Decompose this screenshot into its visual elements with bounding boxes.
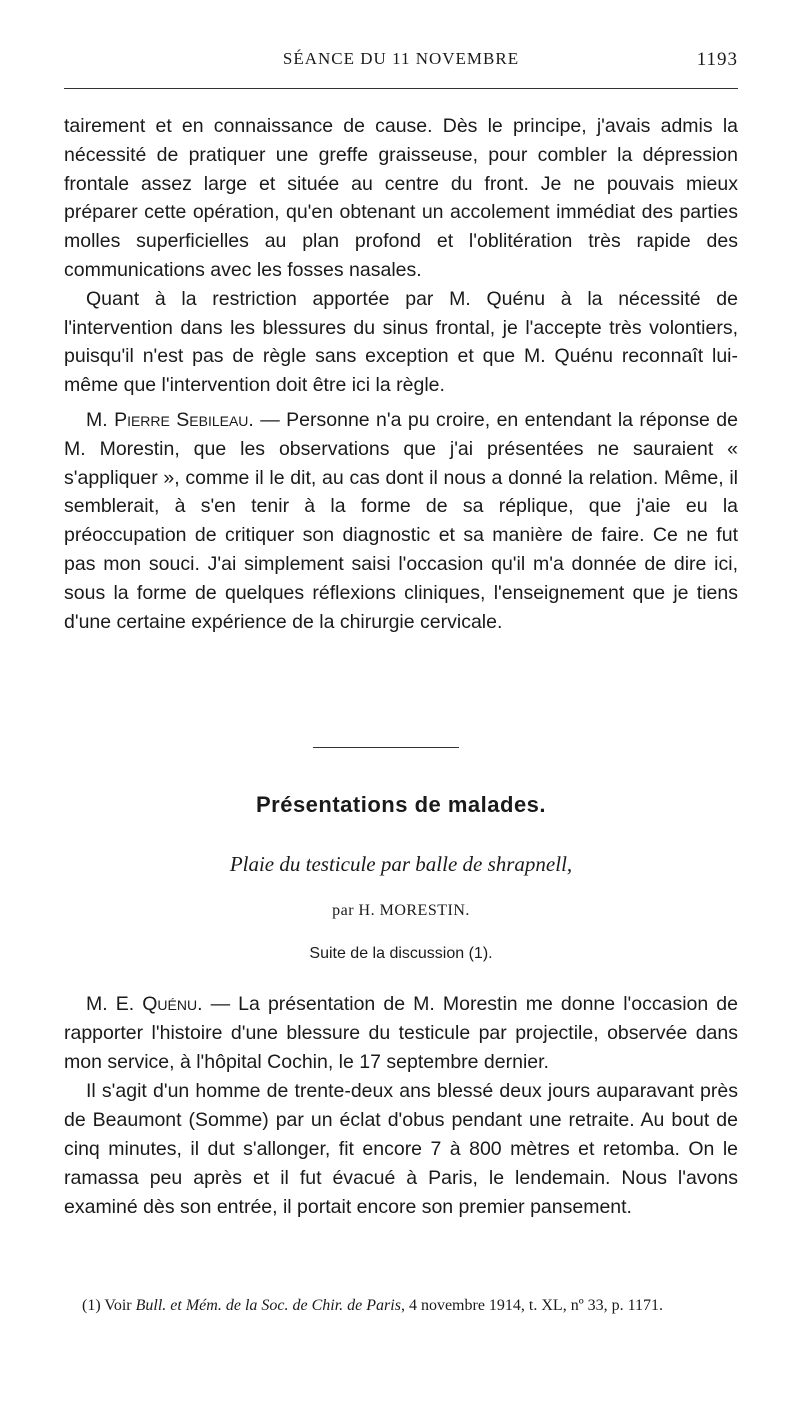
body-text-2 xyxy=(64,990,738,1222)
case-title: Plaie du testicule par balle de shrapnell, xyxy=(229,852,573,876)
paragraph-3-text: — Personne n'a pu croire, en entendant la réponse de M. Morestin, que les observations que j'ai présentées ne sauraient « s'appliquer », comme il le dit, au cas dont il nous a donné la relation. Même, il semblerait, à s'en tenir à la forme de sa réplique, que j'aie eu la préoccupation de critiquer son diagnostic et sa manière de faire. Ce ne fut pas mon souci. J'ai simplement saisi l'occasion qu'il m'a donnée de dire ici, sous la forme de quelques réflexions cliniques, l'enseignement que je tiens d'une certaine expérience de la chirurgie cervicale. xyxy=(64,408,738,633)
footnote xyxy=(64,1294,738,1317)
continuation-note: Suite de la discussion (1). xyxy=(309,945,493,962)
running-head xyxy=(64,49,738,73)
paragraph-1: tairement et en connaissance de cause. Dès le principe, j'avais admis la nécessité de pratiquer une greffe graisseuse, pour combler la dépression frontale assez large et située au centre du front. Je ne pouvais mieux préparer cette opération, qu'en obtenant un accolement immédiat des parties molles superficielles au plan profond et l'oblitération très rapide des communications avec les fosses nasales. xyxy=(64,115,738,281)
paragraph-3 xyxy=(64,406,738,636)
speaker-quenu: M. E. Quénu. xyxy=(86,993,203,1015)
page-number: 1193 xyxy=(696,49,738,70)
body-text xyxy=(64,112,738,636)
paragraph-5: Il s'agit d'un homme de trente-deux ans blessé deux jours auparavant près de Beaumont (Somme) par un éclat d'obus pendant une retraite. Au bout de cinq minutes, il dut s'allonger, fit encore 7 à 800 mètres et retomba. On le ramassa peu après et il fut évacué à Paris, le lendemain. Nous l'avons examiné dès son entrée, il portait encore son premier pansement. xyxy=(64,1080,738,1218)
footnote-reference: , 4 novembre 1914, t. XL, nº 33, p. 1171. xyxy=(400,1297,664,1314)
author-line: par H. MORESTIN. xyxy=(332,902,470,919)
header-rule xyxy=(64,88,738,89)
speaker-sebileau: M. Pierre Sebileau. xyxy=(86,408,254,431)
paragraph-2: Quant à la restriction apportée par M. Quénu à la nécessité de l'intervention dans les blessures du sinus frontal, je l'accepte très volontiers, puisqu'il n'est pas de règle sans exception et que M. Quénu reconnaît lui-même que l'intervention doit être ici la règle. xyxy=(64,287,738,397)
paragraph-4 xyxy=(64,990,738,1077)
footnote-marker: (1) Voir xyxy=(82,1297,136,1314)
footnote-journal: Bull. et Mém. de la Soc. de Chir. de Paris xyxy=(135,1297,401,1314)
running-head-title: SÉANCE DU 11 NOVEMBRE xyxy=(282,49,520,68)
paragraph-4-text: — La présentation de M. Morestin me donne l'occasion de rapporter l'histoire d'une blessure du testicule par projectile, observée dans mon service, à l'hôpital Cochin, le 17 septembre dernier. xyxy=(64,993,738,1073)
section-title: Présentations de malades. xyxy=(255,792,547,817)
section-separator xyxy=(313,747,459,748)
